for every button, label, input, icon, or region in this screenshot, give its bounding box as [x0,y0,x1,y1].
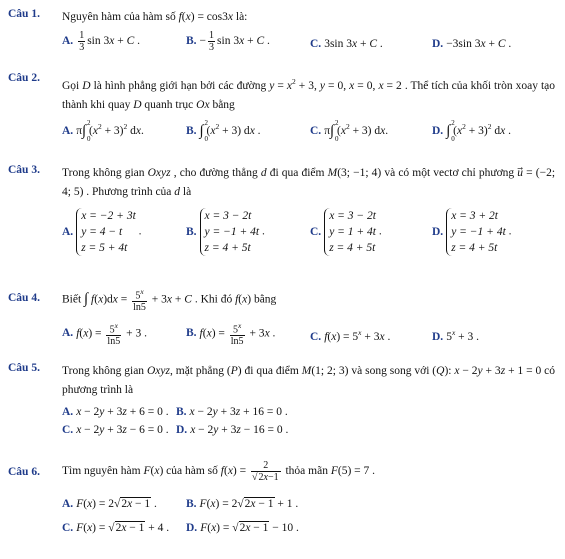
eq-line: y = −1 + 4t [204,226,260,238]
option-b[interactable]: B. f(x) = $\frac{5^x}{\ln 5}$ + 3x . [186,321,276,348]
eq-line: x = 3 − 2t [329,210,377,222]
eq-line: z = 4 + 5t [451,242,498,254]
eq-line: x = −2 + 3t [81,210,136,222]
question-stem: Nguyên hàm của hàm số f(x) = cos3x là: [62,11,248,23]
option-a[interactable]: A. x − 2y + 3z + 6 = 0 . [62,406,169,418]
option-d[interactable]: D. −3sin 3x + C . [432,38,512,50]
question-label: Câu 3. [8,164,40,176]
eq-line: z = 5 + 4t [81,242,128,254]
option-d[interactable]: D. ∫ 2 0 $(x^2 + 3)^2$ dx . [432,118,511,143]
eq-line: x = 3 − 2t [204,210,252,222]
option-b[interactable]: B. x = 3 − 2t y = −1 + 4t z = 4 + 5t . [186,210,265,254]
eq-line: z = 4 + 5t [329,242,376,254]
option-a[interactable]: A. F(x) = 2√2x − 1 . [62,498,157,510]
eq-line: y = 4 − t [81,226,123,238]
option-b[interactable]: B. x − 2y + 3z + 16 = 0 . [176,406,288,418]
eq-line: z = 4 + 5t [204,242,251,254]
question-stem: Gọi D là hình phẳng giới hạn bởi các đường $y = x^2 + 3$, y = 0, x = 0, x = 2 . Thể tích của khối tròn xoay tạo thành khi quay D quanh trục Ox bằng [62,77,556,111]
option-c[interactable]: C. π∫ 2 0 $(x^2 + 3)$ dx. [310,118,389,143]
question-stem: Biết ∫ f(x)dx = $\frac{5^x}{\ln 5}$ + 3x + C . Khi đó f(x) bằng [62,287,277,314]
option-c[interactable]: C. x − 2y + 3z − 6 = 0 . [62,424,169,436]
eq-line: x = 3 + 2t [451,210,499,222]
eq-line: y = −1 + 4t [451,226,506,238]
option-b[interactable]: B. F(x) = 2√2x − 1 + 1 . [186,498,299,510]
option-b[interactable]: B. ∫ 2 0 $(x^2 + 3)$ dx . [186,118,261,143]
option-d[interactable]: D. F(x) = √2x − 1 − 10 . [186,522,299,534]
option-a[interactable]: A. $\frac{1}{3}$ sin 3x + C . [62,30,141,53]
option-c[interactable]: C. $f(x) = 5^x + 3x$ . [310,328,391,343]
option-d[interactable]: D. x = 3 + 2t y = −1 + 4t z = 4 + 5t . [432,210,512,254]
option-a[interactable]: A. π∫ 2 0 $(x^2 + 3)^2$ dx. [62,118,144,143]
option-c[interactable]: C. x = 3 − 2t y = 1 + 4t z = 4 + 5t . [310,210,382,254]
option-c[interactable]: C. F(x) = √2x − 1 + 4 . [62,522,170,534]
question-label: Câu 1. [8,8,40,20]
question-label: Câu 4. [8,292,40,304]
option-b[interactable]: B. − $\frac{1}{3}$ sin 3x + C . [186,30,270,53]
option-a[interactable]: A. x = −2 + 3t y = 4 − t z = 5 + 4t . [62,210,142,254]
question-stem: Trong không gian Oxyz , cho đường thẳng d đi qua điểm M(3; −1; 4) và có một vectơ chỉ phương u⃗ = (−2; 4; 5) . Phương trình của d là [62,167,556,198]
question-label: Câu 5. [8,362,40,374]
eq-line: y = 1 + 4t [329,226,377,238]
option-d[interactable]: D. x − 2y + 3z − 16 = 0 . [176,424,289,436]
option-d[interactable]: D. $5^x + 3$ . [432,328,480,343]
question-stem: Trong không gian Oxyz, mặt phẳng (P) đi qua điểm M(1; 2; 3) và song song với (Q): x − 2y + 3z + 1 = 0 có phương trình là [62,365,556,396]
question-label: Câu 6. [8,466,40,478]
option-c[interactable]: C. 3sin 3x + C . [310,38,383,50]
option-a[interactable]: A. f(x) = $\frac{5^x}{\ln 5}$ + 3 . [62,321,147,348]
question-stem: Tìm nguyên hàm F(x) của hàm số f(x) = $\frac{2}{√2x-1}$ thỏa mãn F(5) = 7 . [62,460,376,483]
question-label: Câu 2. [8,72,40,84]
